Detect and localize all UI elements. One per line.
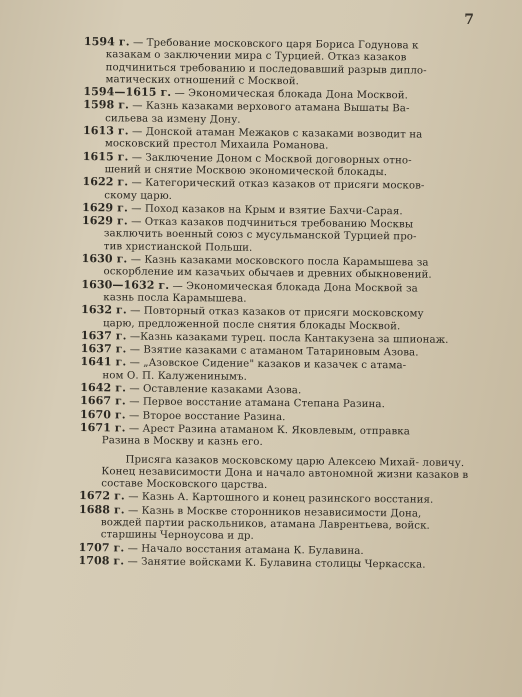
entry-text-line: — Занятие войсками К. Булавина столицы Черкасска. [124, 556, 426, 571]
entry-date: 1629 г. [81, 214, 128, 228]
chronology-entry [83, 36, 479, 90]
entry-date: 1622 г. [82, 175, 129, 189]
entry-text-line: шений и снятие Москвою экономической блокады. [104, 164, 388, 179]
entry-date: 1672 г. [79, 489, 125, 503]
chronology-entry [80, 422, 475, 452]
entry-date: 1594—1615 г. [83, 85, 172, 100]
paragraph-line: ловичу. Конец независимости Дона и начало автономной [101, 457, 465, 480]
entry-text-line: старшины Черноусова и др. [100, 529, 254, 543]
oath-paragraph [79, 453, 474, 494]
entry-text-line: — Повторный отказ казаков от присяги московскому [126, 305, 424, 320]
chronology-entry [79, 504, 474, 546]
entry-text-line: — Требование московского царя Бориса Годунова к [129, 37, 419, 52]
entry-text-line: — Донской атаман Межаков с казаками возводит на [128, 126, 423, 141]
entry-text-line: — Начало восстания атамана К. Булавина. [124, 543, 364, 557]
chronology-entry [82, 215, 477, 257]
chronology-list [78, 36, 479, 572]
entry-text-line: — Второе восстание Разина. [125, 410, 286, 423]
entry-text-line: ном О. П. Калуженинымъ. [102, 369, 248, 383]
entry-date: 1707 г. [78, 540, 125, 555]
entry-date: 1598 г. [83, 98, 130, 112]
entry-text-line: — Категорический отказ казаков от присяги москов- [128, 177, 425, 192]
entry-text-line: — Отказ казаков подчиниться требованию Москвы [127, 216, 414, 231]
entry-text-line: московский престол Михаила Романова. [104, 138, 329, 152]
entry-text-line: вождей партии раскольников, атамана Лаврентьева, войск. [100, 517, 430, 532]
paragraph-line: жизни казаков в составе Московского царства. [101, 468, 469, 492]
entry-text-line: — Заключение Доном с Москвой договорных отно- [128, 152, 412, 167]
chronology-entry [78, 555, 473, 572]
entry-date: 1641 г. [80, 355, 127, 369]
entry-text-line: — Экономическая блокада Дона Москвой. [171, 88, 409, 102]
entry-date: 1708 г. [78, 553, 125, 568]
entry-text-line: — Казнь казаками московского посла Карамышева за [127, 254, 429, 269]
entry-date: 1629 г. [82, 200, 128, 215]
entry-text-line: — Оставление казаками Азова. [125, 383, 302, 397]
entry-date: 1615 г. [82, 149, 129, 164]
entry-text-line: подчиниться требованию и последовавший разрыв дипло- [105, 61, 427, 77]
entry-text-line: — Арест Разина атаманом К. Яковлевым, отправка [125, 423, 411, 438]
entry-text-line: — „Азовское Сидение" казаков и казачек с атама- [126, 357, 407, 372]
entry-text-line: царю, предложенной после снятия блокады Москвой. [102, 317, 401, 332]
entry-date: 1688 г. [78, 502, 125, 517]
chronology-entry [83, 125, 478, 155]
entry-text-line: — Поход казаков на Крым и взятие Бахчи-Сарая. [127, 203, 403, 218]
entry-date: 1637 г. [80, 328, 127, 343]
page-number: 7 [464, 12, 474, 28]
paragraph-line: Присяга казаков московскому царю Алексею Михай- [125, 453, 423, 469]
entry-date: 1613 г. [82, 124, 129, 138]
chronology-entry [82, 176, 477, 206]
chronology-entry [81, 304, 476, 334]
entry-text-line: скому царю. [104, 189, 173, 202]
entry-text-line: матических отношений с Москвой. [105, 74, 300, 88]
entry-text-line: — Взятие казаками с атаманом Татариновым Азова. [126, 344, 419, 359]
entry-date: 1630—1632 г. [81, 277, 170, 292]
entry-date: 1670 г. [79, 407, 126, 422]
entry-date: 1630 г. [81, 252, 128, 266]
entry-date: 1632 г. [81, 303, 127, 317]
entry-text-line: — Казнь в Москве сторонников независимости Дона, [124, 505, 422, 520]
entry-date: 1642 г. [80, 380, 127, 395]
entry-date: 1637 г. [80, 342, 127, 356]
entry-text-line: казакам о заключении мира с Турцией. Отказ казаков [105, 49, 407, 64]
entry-text-line: Разина в Москву и казнь его. [101, 435, 263, 449]
entry-text-line: — Казнь А. Картошного и конец разинского восстания. [124, 491, 434, 507]
entry-text-line: — Казнь казаками верхового атамана Вышаты Ва- [128, 100, 410, 115]
entry-text-line: тив христианской Польши. [103, 240, 253, 254]
entry-date: 1667 г. [80, 394, 126, 408]
entry-text-line: сильева за измену Дону. [105, 113, 241, 126]
entry-text-line: —Казнь казаками турец. посла Кантакузена за шпионаж. [126, 331, 449, 346]
entry-text-line: казнь посла Карамышева. [103, 292, 247, 305]
entry-text-line: заключить военный союз с мусульманской Турцией про- [103, 228, 417, 243]
entry-date: 1671 г. [79, 420, 126, 435]
entry-text-line: — Первое восстание атамана Степана Разина. [125, 396, 385, 411]
entry-text-line: оскорбление им казачьих обычаев и древних обыкновений. [103, 266, 432, 281]
entry-date: 1594 г. [83, 35, 130, 49]
entry-text-line: — Экономическая блокада Дона Москвой за [169, 280, 418, 295]
